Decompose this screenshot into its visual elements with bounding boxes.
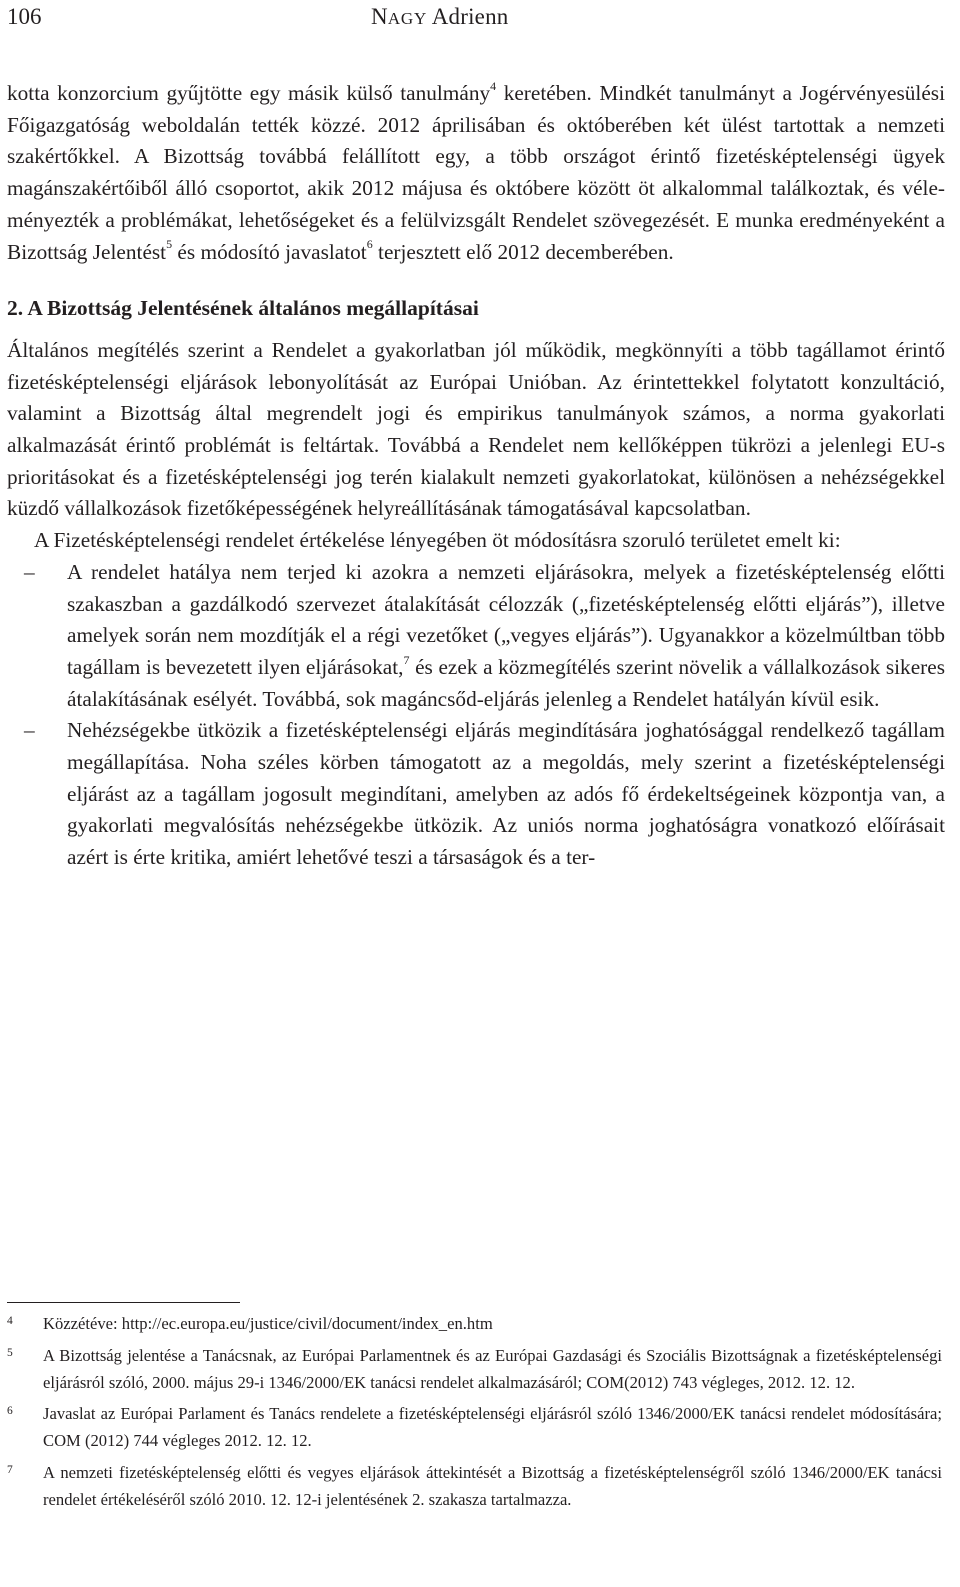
footnote-7 [7, 1460, 942, 1514]
footnotes [7, 1311, 942, 1519]
footnote-ref-6[interactable]: 6 [366, 237, 373, 252]
dash-list [7, 557, 945, 874]
list-item [7, 557, 945, 716]
intro-text-2: keretében. Mindkét tanulmányt a Jogérvényesülési Főigazgatóság weboldalán tették közzé. 2012 áprilisában és októberében két ülést tartottak a nemzeti szakértőkkel. A Bizottság továbbá felállított egy, a több országot érintő fizetésképtelenségi ügyek magánszakértőiből álló csoportot, akik 2012 májusa és októbere között öt alkalommal találkoztak, és véleményezték a problémákat, lehetőségeket és a felülvizsgált Rendelet szövegezését. E munka eredményeként a Bizottság Jelentést [7, 81, 945, 264]
footnote-text: A nemzeti fizetésképtelenség előtti és vegyes eljárások áttekintését a Bizottság a fizetésképtelenségről szóló 1346/2000/EK tanácsi rendelet értékeléséről szóló 2010. 12. 12-i jelentésének 2. szakasza tartalmazza. [43, 1462, 942, 1509]
page-number: 106 [7, 4, 42, 29]
footnote-ref-7[interactable]: 7 [403, 652, 410, 667]
section-heading: 2. A Bizottság Jelentésének általános megállapításai [7, 296, 479, 321]
section-paragraph-2: A Fizetésképtelenségi rendelet értékelése lényegében öt módosításra szoruló területet emelt ki: [34, 528, 841, 553]
footnote-number: 6 [7, 1405, 13, 1418]
footnote-number: 7 [7, 1463, 13, 1476]
author-initial: N [371, 4, 388, 29]
list-item: – Nehézségekbe ütközik a fizetésképtelenségi eljárás megindítására joghatósággal rendelkező tagállam megállapítása. Noha széles körben támogatott az a megoldás, mely szerint a fizetésképtelenségi eljárást az a tagállam jogosult megindítani, amelyben az adós fő érdekeltségeinek központja van, a gyakorlati megvalósítás nehézségekbe ütközik. Az uniós norma joghatóságra vonatkozó előírásait azért is érte kritika, amiért lehetővé teszi a társaságok és a ter- [7, 715, 945, 874]
author-given-name: Adrienn [427, 4, 509, 29]
intro-text-4: terjesztett elő 2012 decemberében. [372, 239, 674, 264]
footnote-text: Javaslat az Európai Parlament és Tanács rendelete a fizetésképtelenségi eljárásról szóló 1346/2000/EK tanácsi rendelet módosítására; COM (2012) 744 végleges 2012. 12. 12. [43, 1404, 942, 1451]
footnote-text: A Bizottság jelentése a Tanácsnak, az Európai Parlamentnek és az Európai Gazdasági és Szociális Bizottságnak a fizetésképtelenségi eljárásról szóló, 2000. május 29-i 1346/2000/EK tanácsi rendelet alkalmazásáról; COM(2012) 743 végleges, 2012. 12. 12. [43, 1345, 942, 1392]
footnote-text: Közzétéve: http://ec.europa.eu/justice/civil/document/index_en.htm [43, 1314, 493, 1333]
footnote-ref-5[interactable]: 5 [166, 237, 173, 252]
page-header [7, 2, 948, 34]
footnote-6 [7, 1401, 942, 1455]
section-paragraph-1: Általános megítélés szerint a Rendelet a gyakorlatban jól működik, megkönnyíti a több tagállamot érintő fizetésképtelenségi eljárások lebonyolítását az Európai Unióban. Az érintettekkel folytatott konzultáció, valamint a Bizottság által megrendelt jogi és empirikus tanulmányok számos, a norma gyakorlati alkalmazását érintő problémát is feltártak. Továbbá a Rendelet nem kellőképpen tükrözi a jelenlegi EU-s prioritásokat és a fizetésképtelenségi jog terén kialakult nemzeti gyakorlatokat, különösen a nehézségekkel küzdő vállalkozások fizetőképességének helyreállításának támogatásával kapcsolatban. [7, 337, 945, 521]
list-item-1-text-a: A rendelet hatálya nem terjed ki azokra a nemzeti eljárásokra, melyek a fizetésképtelenség előtti szakaszban a gazdálkodó szervezet átalakítását célozzák („fizetésképtelenség előtti eljárás”), illetve amelyek során nem mozdítják el a régi vezetőket („vegyes eljárás”). Ugyanakkor a közelmúltban több tagállam is bevezetett ilyen eljárásokat, [67, 559, 945, 679]
intro-text-3: és módosító javaslatot [172, 239, 367, 264]
footnote-5 [7, 1343, 942, 1397]
footnote-ref-4[interactable]: 4 [490, 78, 497, 93]
running-head-author [371, 2, 509, 34]
intro-paragraph [7, 78, 945, 268]
author-small-caps: AGY [387, 9, 428, 28]
list-item-1-text-b: és ezek a közmegítélés szerint növelik a vállalkozások sikeres átalakításának esélyét. Továbbá, sok magáncsőd-eljárás jelenleg a Rendelet hatályán kívül esik. [67, 654, 945, 711]
main-text [7, 78, 945, 874]
footnote-separator [7, 1302, 240, 1303]
intro-text-1: kotta konzorcium gyűjtötte egy másik külső tanulmány [7, 81, 491, 105]
footnote-number: 4 [7, 1315, 13, 1327]
footnote-4 [7, 1311, 942, 1338]
footnote-number: 5 [7, 1346, 13, 1359]
